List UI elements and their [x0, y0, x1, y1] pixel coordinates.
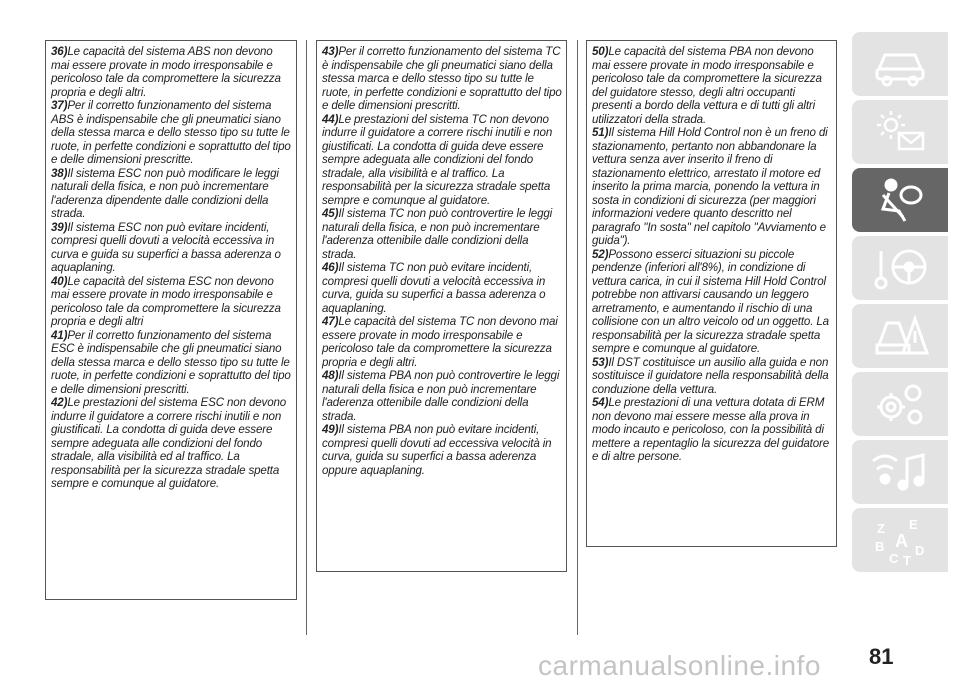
index-letter: B [875, 539, 885, 554]
index-letter: A [895, 531, 908, 551]
tab-safety[interactable] [852, 168, 948, 232]
note-46: 46)Il sistema TC non può evitare incidenti, compresi quelli dovuti a velocità eccessiva in curva, guida su superfici a bassa aderenza o aquaplaning. [322, 261, 546, 315]
notes-column-1 [45, 40, 297, 600]
note-36: 36)Le capacità del sistema ABS non devono mai essere provate in modo irresponsabile e pericoloso tale da compromettere la sicurezza propria e degli altri. [51, 45, 281, 99]
note-54: 54)Le prestazioni di una vettura dotata di ERM non devono mai essere messe alla prova in modo incauto e pericoloso, con la possibilità di mettere a repentaglio la sicurezza del guidatore e di altre persone. [592, 396, 830, 463]
note-50: 50)Le capacità del sistema PBA non devono mai essere provate in modo irresponsabile e pericoloso tale da compromettere la sicurezza del guidatore stesso, degli altri occupanti presenti a bordo della vettura e di tutti gli altri utilizzatori della strada. [592, 45, 822, 126]
index-letter: C [889, 551, 899, 565]
starting-driving-icon [869, 243, 931, 293]
index-letter: D [915, 543, 925, 558]
watermark: carmanualsonline.info [538, 650, 821, 681]
notes-column-2 [316, 40, 567, 572]
tab-maintenance[interactable] [852, 372, 948, 436]
page-number: 81 [869, 644, 894, 669]
note-39: 39)Il sistema ESC non può evitare incidenti, compresi quelli dovuti a velocità eccessiva in curva e guida su superfici a bassa aderenza o aquaplaning. [51, 220, 281, 274]
index-letter: T [903, 553, 911, 565]
tab-dashboard[interactable] [852, 32, 948, 96]
maintenance-icon [869, 379, 931, 429]
note-42: 42)Le prestazioni del sistema ESC non devono indurre il guidatore a correre rischi inutili e non giustificati. La condotta di guida deve essere sempre adeguata alle condizioni del fondo stradale, alla visibilità ed al traffico. La responsabilità per la sicurezza stradale spetta sempre e comunque al guidatore. [51, 396, 287, 490]
index-letter: E [909, 517, 918, 532]
emergency-icon [869, 311, 931, 361]
note-44: 44)Le prestazioni del sistema TC non devono indurre il guidatore a correre rischi inutili e non giustificati. La condotta di guida deve essere sempre adeguata alle condizioni del fondo stradale, alla visibilità e al traffico. La responsabilità per la sicurezza stradale spetta sempre e comunque al guidatore. [322, 112, 553, 207]
note-37: 37)Per il corretto funzionamento del sistema ABS è indispensabile che gli pneumatici siano della stessa marca e dello stesso tipo su tutte le ruote, in perfette condizioni e soprattutto del tipo e delle dimensioni prescritte. [51, 99, 291, 166]
note-48: 48)Il sistema PBA non può controvertire le leggi naturali della fisica e non può incrementare l'aderenza ottenibile dalle condizioni della strada. [322, 369, 560, 423]
tab-emergency[interactable] [852, 304, 948, 368]
warning-lights-icon [869, 107, 931, 157]
index-letter: Z [877, 521, 885, 536]
note-38: 38)Il sistema ESC non può modificare le leggi naturali della fisica, e non può incrementare l'aderenza dipendente dalle condizioni della strada. [51, 166, 279, 220]
safety-airbag-icon [869, 175, 931, 225]
note-43: 43)Per il corretto funzionamento del sistema TC è indispensabile che gli pneumatici siano della stessa marca e dello stesso tipo su tutte le ruote, in perfette condizioni e soprattutto del tipo e delle dimensioni prescritti. [322, 45, 562, 112]
tab-warning-lights[interactable] [852, 100, 948, 164]
tab-index[interactable] [852, 508, 948, 572]
note-52: 52)Possono esserci situazioni su piccole pendenze (inferiori all'8%), in condizione di vettura carica, in cui il sistema Hill Hold Control potrebbe non attivarsi causando un leggero arretramento, e aumentando il rischio di una collisione con un altro veicolo od un oggetto. La responsabilità per la sicurezza stradale spetta sempre e comunque al guidatore. [592, 247, 829, 355]
column-divider [306, 40, 307, 635]
note-45: 45)Il sistema TC non può controvertire le leggi naturali della fisica, e non può incrementare l'aderenza ottenibile dalle condizioni della strada. [322, 207, 553, 261]
tab-multimedia[interactable] [852, 440, 948, 504]
note-41: 41)Per il corretto funzionamento del sistema ESC è indispensabile che gli pneumatici siano della stessa marca e dello stesso tipo su tutte le ruote, in perfette condizioni e soprattutto del tipo e delle dimensioni prescritti. [51, 328, 291, 396]
index-icon [869, 515, 931, 565]
note-51: 51)Il sistema Hill Hold Control non è un freno di stazionamento, pertanto non abbandonare la vettura senza aver inserito il freno di stazionamento elettrico, arrestato il motore ed inserito la prima marcia, ponendo la vettura in sosta in condizioni di sicurezza (per maggiori informazioni vedere quanto descritto nel paragrafo "In sosta" nel capitolo "Avviamento e guida"). [592, 126, 828, 247]
notes-column-3 [586, 40, 837, 547]
note-49: 49)Il sistema PBA non può evitare incidenti, compresi quelli dovuti ad eccessiva velocità in curva, guida su superfici a bassa aderenza oppure aquaplaning. [322, 423, 552, 477]
multimedia-icon [869, 447, 931, 497]
note-47: 47)Le capacità del sistema TC non devono mai essere provate in modo irresponsabile e pericoloso tale da compromettere la sicurezza propria e degli altri. [322, 315, 558, 369]
chapter-tabs [852, 32, 948, 576]
car-dashboard-icon [869, 39, 931, 89]
note-40: 40)Le capacità del sistema ESC non devono mai essere provate in modo irresponsabile e pericoloso tale da compromettere la sicurezza propria e degli altri [51, 274, 281, 328]
column-divider [577, 40, 578, 635]
tab-starting-driving[interactable] [852, 236, 948, 300]
note-53: 53)Il DST costituisce un ausilio alla guida e non sostituisce il guidatore nella responsabilità della conduzione della vettura. [592, 355, 829, 396]
